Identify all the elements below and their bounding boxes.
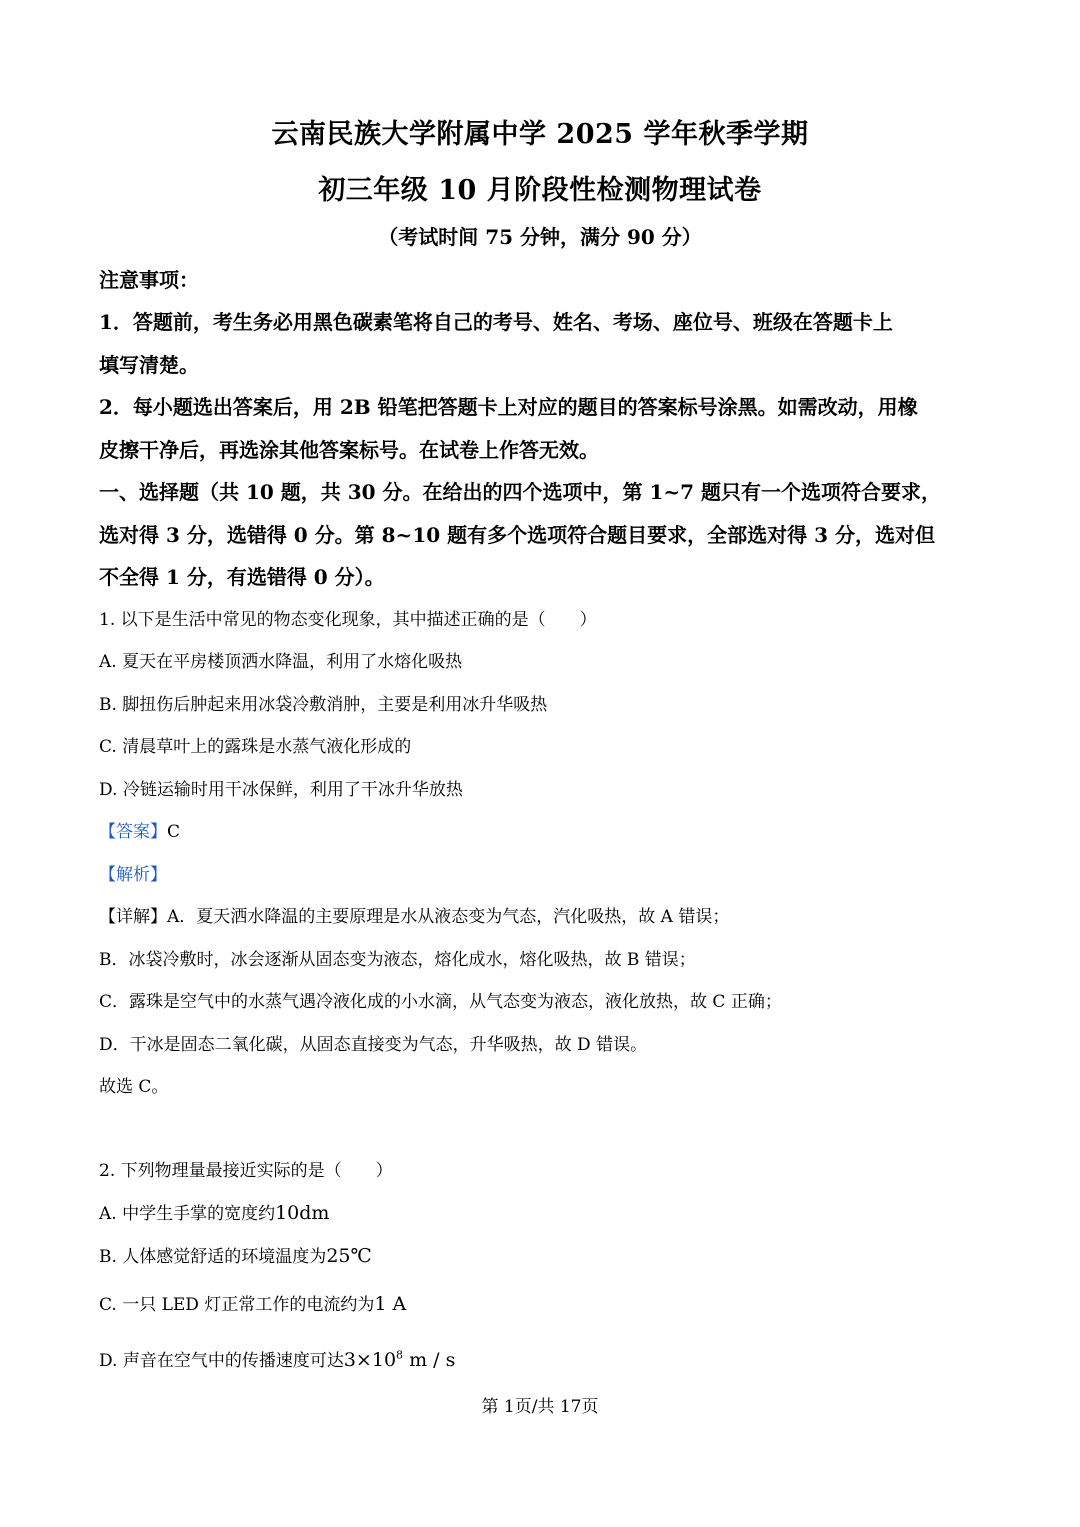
option-d-base: 3×10 bbox=[343, 1349, 397, 1371]
detail-a-text: A．夏天洒水降温的主要原理是水从液态变为气态，汽化吸热，故 A 错误； bbox=[167, 907, 730, 927]
question-1-answer bbox=[99, 817, 180, 842]
question-1-option-d: D. 冷链运输时用干冰保鲜，利用了干冰升华放热 bbox=[99, 780, 463, 800]
question-2-option-a bbox=[99, 1199, 329, 1224]
option-b-value: 25℃ bbox=[326, 1245, 372, 1267]
notice-item-2-line2: 皮擦干净后，再选涂其他答案标号。在试卷上作答无效。 bbox=[99, 438, 599, 462]
answer-tag: 【答案】 bbox=[99, 822, 167, 842]
answer-value: C bbox=[167, 822, 181, 842]
question-2-option-d bbox=[99, 1346, 455, 1371]
analysis-tag: 【解析】 bbox=[99, 865, 167, 885]
detail-tag: 【详解】 bbox=[99, 907, 167, 927]
option-d-unit: m / s bbox=[403, 1349, 456, 1371]
option-d-formula bbox=[344, 1349, 455, 1371]
question-1-analysis bbox=[99, 860, 167, 885]
question-1-detail-d: D．干冰是固态二氧化碳，从固态直接变为气态，升华吸热，故 D 错误。 bbox=[99, 1035, 648, 1055]
question-1-stem: 1. 以下是生活中常见的物态变化现象，其中描述正确的是（ ） bbox=[99, 610, 597, 630]
exam-title-line1: 云南民族大学附属中学 2025 学年秋季学期 bbox=[271, 119, 809, 150]
question-1-option-c: C. 清晨草叶上的露珠是水蒸气液化形成的 bbox=[99, 737, 412, 757]
option-a-value: 10dm bbox=[275, 1202, 330, 1224]
question-2-stem: 2. 下列物理量最接近实际的是（ ） bbox=[99, 1161, 393, 1181]
question-1-option-b: B. 脚扭伤后肿起来用冰袋冷敷消肿，主要是利用冰升华吸热 bbox=[99, 695, 548, 715]
notice-heading: 注意事项： bbox=[99, 268, 199, 292]
option-c-text: C. 一只 LED 灯正常工作的电流约为 bbox=[99, 1295, 375, 1315]
option-d-exponent: 8 bbox=[396, 1348, 404, 1362]
section-heading-line2: 选对得 3 分，选错得 0 分。第 8~10 题有多个选项符合题目要求，全部选对得 3 分，选对但 bbox=[99, 523, 935, 547]
option-d-text: D. 声音在空气中的传播速度可达 bbox=[99, 1351, 344, 1371]
question-2-option-b bbox=[99, 1242, 372, 1267]
notice-item-1-line1: 1．答题前，考生务必用黑色碳素笔将自己的考号、姓名、考场、座位号、班级在答题卡上 bbox=[99, 310, 893, 334]
question-1-option-a: A. 夏天在平房楼顶洒水降温，利用了水熔化吸热 bbox=[99, 652, 463, 672]
page-number: 第 1页/共 17页 bbox=[481, 1397, 599, 1417]
option-a-text: A. 中学生手掌的宽度约 bbox=[99, 1204, 276, 1224]
question-1-detail-c: C．露珠是空气中的水蒸气遇冷液化成的小水滴，从气态变为液态，液化放热，故 C 正确； bbox=[99, 992, 782, 1012]
exam-info: （考试时间 75 分钟，满分 90 分） bbox=[378, 225, 702, 249]
question-1-detail-a bbox=[99, 902, 729, 927]
question-2-option-c bbox=[99, 1290, 406, 1315]
option-b-text: B. 人体感觉舒适的环境温度为 bbox=[99, 1247, 327, 1267]
section-heading-line3: 不全得 1 分，有选错得 0 分）。 bbox=[99, 565, 385, 589]
question-1-conclusion: 故选 C。 bbox=[99, 1077, 169, 1097]
option-c-value: 1 A bbox=[374, 1293, 407, 1315]
exam-title-line2: 初三年级 10 月阶段性检测物理试卷 bbox=[318, 175, 762, 206]
notice-item-1-line2: 填写清楚。 bbox=[99, 353, 199, 377]
notice-item-2-line1: 2．每小题选出答案后，用 2B 铅笔把答题卡上对应的题目的答案标号涂黑。如需改动，用橡 bbox=[99, 395, 918, 419]
section-heading-line1: 一、选择题（共 10 题，共 30 分。在给出的四个选项中，第 1~7 题只有一个选项符合要求， bbox=[99, 480, 942, 504]
question-1-detail-b: B．冰袋冷敷时，冰会逐渐从固态变为液态，熔化成水，熔化吸热，故 B 错误； bbox=[99, 950, 696, 970]
